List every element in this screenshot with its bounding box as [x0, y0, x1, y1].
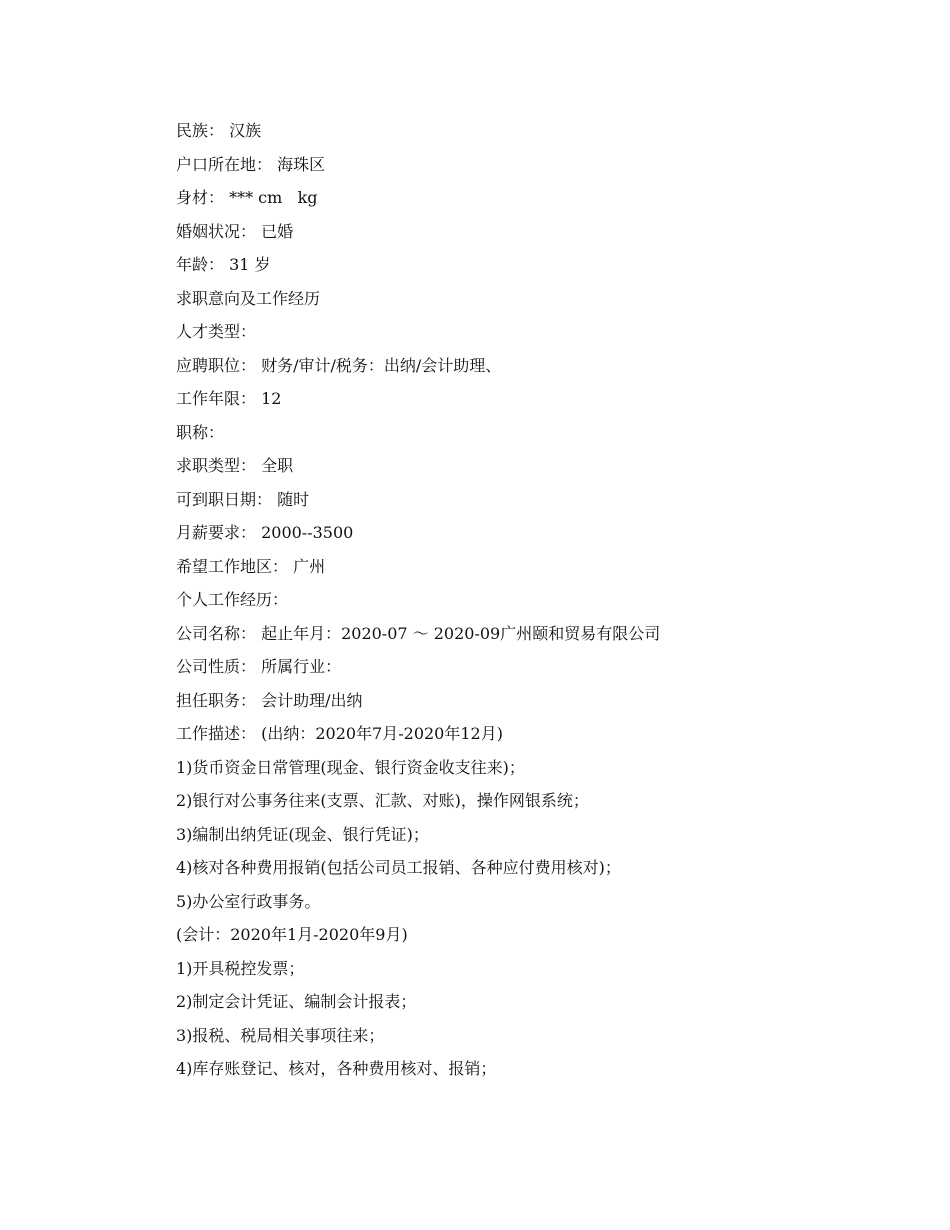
text-line-company-nature: 公司性质： 所属行业：	[176, 657, 342, 676]
text-line-job-type: 求职类型： 全职	[176, 456, 294, 475]
text-line-job-description: 工作描述： (出纳：2020年7月-2020年12月)	[176, 724, 503, 743]
list-item: 5)办公室行政事务。	[176, 891, 321, 911]
text-line-available-date: 可到职日期： 随时	[176, 489, 310, 509]
text-line-accounting-period: (会计：2020年1月-2020年9月)	[176, 925, 408, 944]
list-item: 3)编制出纳凭证(现金、银行凭证)；	[176, 824, 429, 844]
text-line-job-held: 担任职务： 会计助理/出纳	[176, 690, 363, 710]
section-heading-work-experience: 个人工作经历：	[176, 590, 289, 609]
text-line-company-name: 公司名称： 起止年月：2020-07 ～ 2020-09广州颐和贸易有限公司	[176, 623, 661, 643]
text-line-age: 年龄： 31 岁	[176, 255, 271, 274]
list-item: 2)银行对公事务往来(支票、汇款、对账)，操作网银系统；	[176, 791, 589, 810]
list-item: 2)制定会计凭证、编制会计报表；	[176, 992, 417, 1011]
section-heading-job-intention: 求职意向及工作经历	[176, 288, 321, 308]
text-line-ethnicity: 民族： 汉族	[176, 121, 262, 140]
list-item: 4)核对各种费用报销(包括公司员工报销、各种应付费用核对)；	[176, 858, 621, 877]
text-line-position-applied: 应聘职位： 财务/审计/税务：出纳/会计助理、	[176, 355, 502, 375]
list-item: 4)库存账登记、核对，各种费用核对、报销；	[176, 1059, 497, 1078]
text-line-work-area: 希望工作地区： 广州	[176, 556, 326, 576]
document-body	[176, 114, 876, 1086]
list-item: 3)报税、税局相关事项往来；	[176, 1025, 385, 1045]
text-line-title: 职称：	[176, 422, 225, 442]
text-line-marital-status: 婚姻状况： 已婚	[176, 221, 294, 241]
text-line-household-location: 户口所在地： 海珠区	[176, 154, 326, 174]
text-line-salary: 月薪要求： 2000--3500	[176, 523, 354, 542]
text-line-body-size: 身材： *** cm kg	[176, 188, 318, 207]
text-line-talent-type: 人才类型：	[176, 322, 257, 341]
list-item: 1)开具税控发票；	[176, 958, 305, 978]
list-item: 1)货币资金日常管理(现金、银行资金收支往来)；	[176, 757, 525, 777]
text-line-work-years: 工作年限： 12	[176, 389, 282, 408]
